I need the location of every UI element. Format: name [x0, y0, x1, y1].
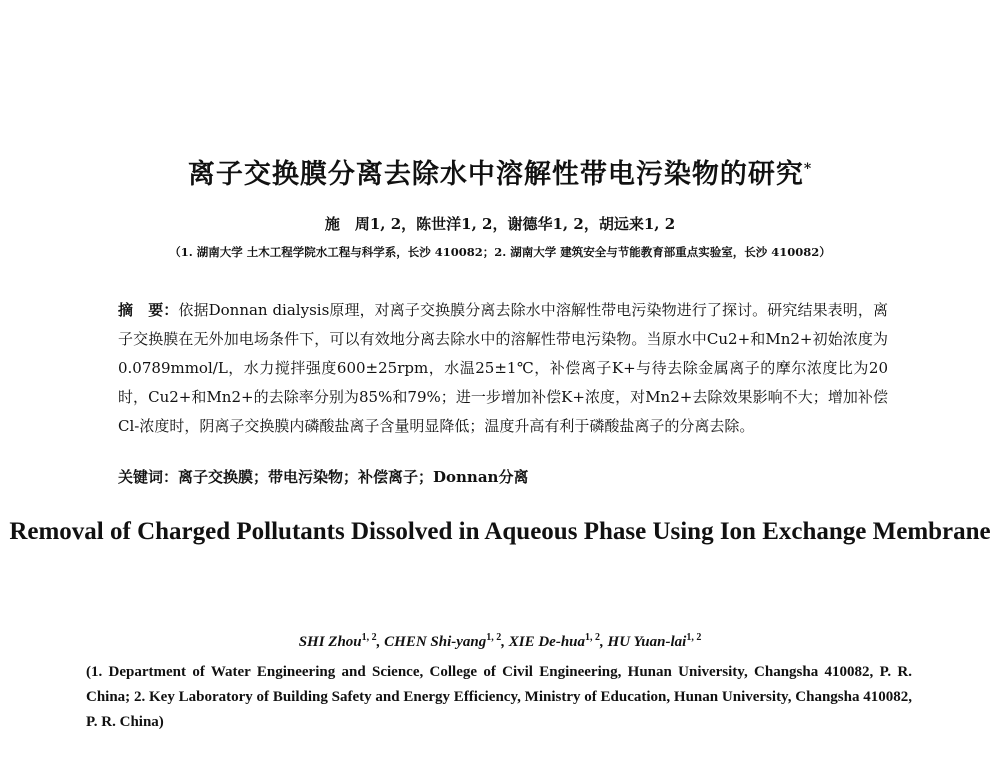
- author-affiliation-mark: 1, 2: [486, 632, 502, 643]
- chinese-abstract: [118, 296, 888, 441]
- chinese-keywords: [118, 466, 888, 487]
- english-authors: SHI Zhou$^{1, 2}$, CHEN Shi-yang$^{1, 2}$, XIE De-hua$^{1, 2}$, HU Yuan-lai$^{1, 2}$: [298, 632, 702, 650]
- author-affiliation-mark: 1, 2: [585, 632, 601, 643]
- english-affiliation: (1. Department of Water Engineering and Science, College of Civil Engineering, Hunan University, Changsha 410082, P. R. China; 2. Key Laboratory of Building Safety and Energy Efficiency, Ministry of Education, Hunan University, Changsha 410082, P. R. China): [86, 664, 912, 730]
- keywords-label: 关键词：: [118, 468, 179, 486]
- abstract-text: 依据Donnan dialysis原理，对离子交换膜分离去除水中溶解性带电污染物进行了探讨。研究结果表明，离子交换膜在无外加电场条件下，可以有效地分离去除水中的溶解性带电污染物。当原水中Cu2+和Mn2+初始浓度为0.0789mmol/L，水力搅拌强度600±25rpm，水温25±1℃，补偿离子K+与待去除金属离子的摩尔浓度比为20时，Cu2+和Mn2+的去除率分别为85%和79%；进一步增加补偿K+浓度，对Mn2+去除效果影响不大；增加补偿Cl-浓度时，阴离子交换膜内磷酸盐离子含量明显降低；温度升高有利于磷酸盐离子的分离去除。: [118, 301, 888, 435]
- author-name: SHI Zhou: [298, 634, 362, 650]
- chinese-authors: 施 周1, 2，陈世洋1, 2，谢德华1, 2，胡远来1, 2: [324, 215, 676, 233]
- english-title: Removal of Charged Pollutants Dissolved in Aqueous Phase Using Ion Exchange Membrane: [9, 518, 991, 545]
- title-footnote-mark: *: [803, 161, 813, 177]
- author-affiliation-mark: 1, 2: [361, 632, 377, 643]
- abstract-label: 摘 要：: [118, 301, 179, 319]
- author-affiliation-mark: 1, 2: [686, 632, 702, 643]
- author-name: CHEN Shi-yang: [384, 634, 487, 650]
- keywords-text: 离子交换膜；带电污染物；补偿离子；Donnan分离: [178, 468, 529, 486]
- chinese-title: 离子交换膜分离去除水中溶解性带电污染物的研究*: [187, 159, 813, 190]
- author-name: XIE De-hua: [508, 634, 586, 650]
- chinese-affiliation: （1. 湖南大学 土木工程学院水工程与科学系，长沙 410082；2. 湖南大学 建筑安全与节能教育部重点实验室，长沙 410082）: [169, 245, 831, 259]
- author-name: HU Yuan-lai: [607, 634, 687, 650]
